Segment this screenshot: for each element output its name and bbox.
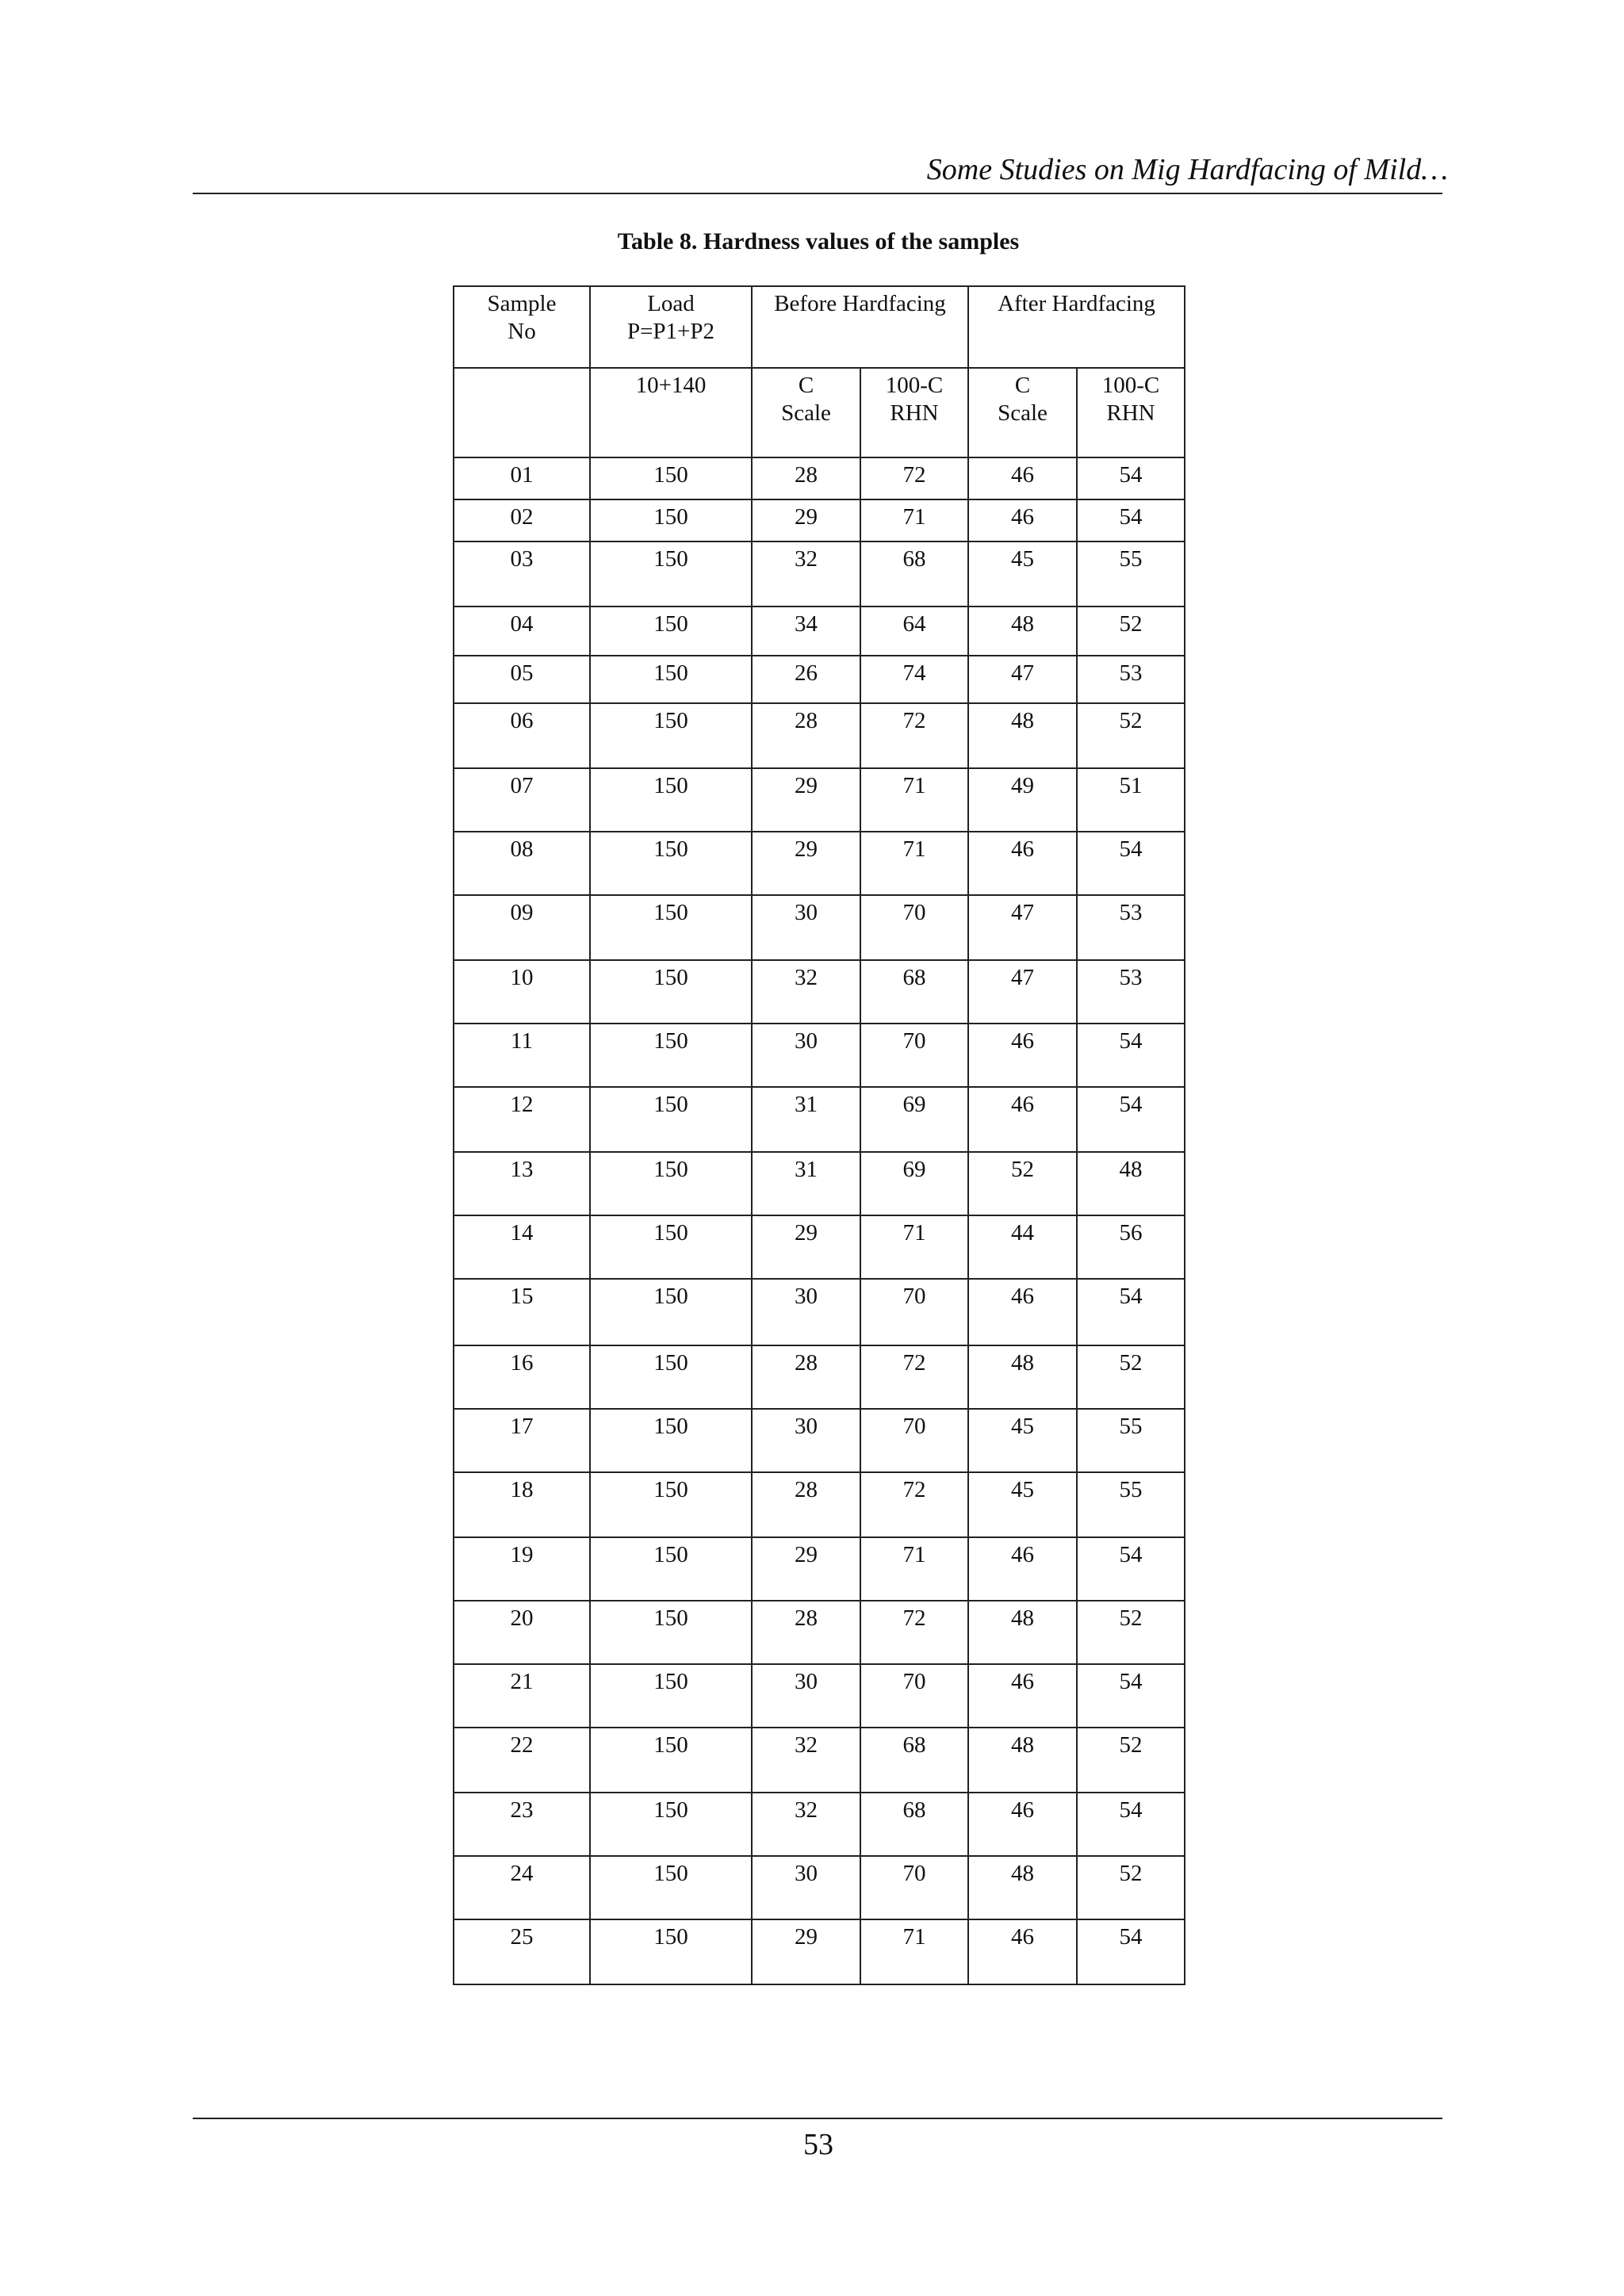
cell-after-c-scale: 48 xyxy=(968,703,1077,768)
cell-before-c-scale: 28 xyxy=(752,1472,860,1537)
cell-before-c-scale: 30 xyxy=(752,895,860,960)
cell-before-c-scale: 32 xyxy=(752,1793,860,1856)
cell-load: 150 xyxy=(590,832,752,895)
cell-before-c-scale: 31 xyxy=(752,1152,860,1215)
cell-load: 150 xyxy=(590,895,752,960)
cell-after-rhn: 53 xyxy=(1077,960,1185,1024)
cell-after-c-scale: 45 xyxy=(968,1472,1077,1537)
cell-before-c-scale: 29 xyxy=(752,1537,860,1601)
cell-sample-no: 12 xyxy=(454,1087,590,1152)
cell-after-rhn: 54 xyxy=(1077,1279,1185,1345)
cell-after-rhn: 53 xyxy=(1077,656,1185,703)
cell-load: 150 xyxy=(590,1152,752,1215)
subheader-before-c-scale: C Scale xyxy=(752,368,860,457)
cell-load: 150 xyxy=(590,1087,752,1152)
cell-load: 150 xyxy=(590,1601,752,1664)
cell-before-c-scale: 29 xyxy=(752,499,860,541)
subheader-before-rhn: 100-C RHN xyxy=(860,368,968,457)
cell-before-rhn: 71 xyxy=(860,499,968,541)
table-row xyxy=(454,607,1185,656)
header-after-hardfacing: After Hardfacing xyxy=(968,286,1185,368)
cell-before-rhn: 70 xyxy=(860,1409,968,1472)
cell-sample-no: 06 xyxy=(454,703,590,768)
cell-sample-no: 13 xyxy=(454,1152,590,1215)
cell-before-c-scale: 30 xyxy=(752,1024,860,1087)
cell-after-rhn: 52 xyxy=(1077,703,1185,768)
cell-before-c-scale: 31 xyxy=(752,1087,860,1152)
cell-sample-no: 16 xyxy=(454,1345,590,1409)
cell-load: 150 xyxy=(590,1472,752,1537)
cell-before-c-scale: 32 xyxy=(752,541,860,607)
cell-sample-no: 09 xyxy=(454,895,590,960)
cell-after-rhn: 52 xyxy=(1077,1728,1185,1793)
cell-load: 150 xyxy=(590,960,752,1024)
table-row xyxy=(454,960,1185,1024)
cell-after-c-scale: 45 xyxy=(968,541,1077,607)
cell-before-rhn: 69 xyxy=(860,1087,968,1152)
cell-before-c-scale: 30 xyxy=(752,1856,860,1919)
cell-load: 150 xyxy=(590,541,752,607)
cell-before-c-scale: 28 xyxy=(752,1601,860,1664)
cell-after-rhn: 55 xyxy=(1077,1472,1185,1537)
subheader-sample-no xyxy=(454,368,590,457)
cell-before-rhn: 70 xyxy=(860,1856,968,1919)
cell-load: 150 xyxy=(590,607,752,656)
cell-after-rhn: 53 xyxy=(1077,895,1185,960)
cell-after-c-scale: 48 xyxy=(968,1856,1077,1919)
cell-after-rhn: 55 xyxy=(1077,1409,1185,1472)
table-caption: Table 8. Hardness values of the samples xyxy=(617,228,1020,254)
cell-after-c-scale: 48 xyxy=(968,1601,1077,1664)
cell-after-rhn: 56 xyxy=(1077,1215,1185,1279)
cell-after-rhn: 52 xyxy=(1077,1601,1185,1664)
cell-after-rhn: 54 xyxy=(1077,1024,1185,1087)
cell-sample-no: 01 xyxy=(454,457,590,499)
cell-after-rhn: 52 xyxy=(1077,607,1185,656)
cell-after-rhn: 51 xyxy=(1077,768,1185,832)
cell-load: 150 xyxy=(590,499,752,541)
cell-before-rhn: 69 xyxy=(860,1152,968,1215)
cell-after-rhn: 54 xyxy=(1077,1087,1185,1152)
header-rule xyxy=(193,193,1442,194)
cell-before-rhn: 68 xyxy=(860,1793,968,1856)
cell-load: 150 xyxy=(590,457,752,499)
cell-before-c-scale: 29 xyxy=(752,1919,860,1984)
cell-after-rhn: 54 xyxy=(1077,832,1185,895)
cell-sample-no: 24 xyxy=(454,1856,590,1919)
cell-load: 150 xyxy=(590,703,752,768)
cell-after-c-scale: 52 xyxy=(968,1152,1077,1215)
cell-after-c-scale: 46 xyxy=(968,1793,1077,1856)
table-row xyxy=(454,541,1185,607)
cell-after-rhn: 55 xyxy=(1077,541,1185,607)
cell-before-c-scale: 30 xyxy=(752,1279,860,1345)
cell-after-c-scale: 45 xyxy=(968,1409,1077,1472)
cell-after-rhn: 54 xyxy=(1077,1793,1185,1856)
cell-after-c-scale: 46 xyxy=(968,1919,1077,1984)
cell-before-rhn: 72 xyxy=(860,457,968,499)
cell-before-rhn: 72 xyxy=(860,1472,968,1537)
cell-before-c-scale: 30 xyxy=(752,1664,860,1728)
subheader-after-rhn: 100-C RHN xyxy=(1077,368,1185,457)
header-load: Load P=P1+P2 xyxy=(590,286,752,368)
footer-rule xyxy=(193,2118,1442,2119)
table-row xyxy=(454,1279,1185,1345)
cell-sample-no: 20 xyxy=(454,1601,590,1664)
table-row xyxy=(454,656,1185,703)
cell-sample-no: 11 xyxy=(454,1024,590,1087)
table-row xyxy=(454,895,1185,960)
cell-after-c-scale: 46 xyxy=(968,1024,1077,1087)
cell-before-c-scale: 28 xyxy=(752,457,860,499)
cell-before-rhn: 64 xyxy=(860,607,968,656)
cell-load: 150 xyxy=(590,1024,752,1087)
table-row xyxy=(454,1024,1185,1087)
cell-before-rhn: 70 xyxy=(860,1664,968,1728)
running-head: Some Studies on Mig Hardfacing of Mild… xyxy=(926,153,1448,186)
header-before-hardfacing: Before Hardfacing xyxy=(752,286,968,368)
cell-after-c-scale: 46 xyxy=(968,1279,1077,1345)
cell-before-rhn: 68 xyxy=(860,960,968,1024)
cell-sample-no: 03 xyxy=(454,541,590,607)
hardness-table xyxy=(453,285,1185,1985)
cell-before-rhn: 70 xyxy=(860,895,968,960)
cell-sample-no: 23 xyxy=(454,1793,590,1856)
cell-before-rhn: 72 xyxy=(860,1345,968,1409)
cell-load: 150 xyxy=(590,1793,752,1856)
cell-after-c-scale: 46 xyxy=(968,1537,1077,1601)
cell-before-c-scale: 34 xyxy=(752,607,860,656)
cell-sample-no: 18 xyxy=(454,1472,590,1537)
cell-after-c-scale: 48 xyxy=(968,607,1077,656)
cell-after-c-scale: 46 xyxy=(968,832,1077,895)
cell-sample-no: 14 xyxy=(454,1215,590,1279)
table-row xyxy=(454,1664,1185,1728)
cell-after-rhn: 54 xyxy=(1077,499,1185,541)
table-row xyxy=(454,1409,1185,1472)
cell-after-c-scale: 48 xyxy=(968,1345,1077,1409)
cell-sample-no: 07 xyxy=(454,768,590,832)
cell-after-c-scale: 47 xyxy=(968,895,1077,960)
cell-before-rhn: 68 xyxy=(860,541,968,607)
cell-after-c-scale: 46 xyxy=(968,1087,1077,1152)
cell-before-rhn: 74 xyxy=(860,656,968,703)
cell-load: 150 xyxy=(590,768,752,832)
cell-after-rhn: 54 xyxy=(1077,1919,1185,1984)
cell-before-rhn: 71 xyxy=(860,768,968,832)
table-row xyxy=(454,1919,1185,1984)
cell-before-rhn: 72 xyxy=(860,1601,968,1664)
table-row xyxy=(454,1793,1185,1856)
table-row xyxy=(454,768,1185,832)
table-row xyxy=(454,1728,1185,1793)
cell-load: 150 xyxy=(590,1537,752,1601)
cell-after-rhn: 54 xyxy=(1077,457,1185,499)
cell-before-rhn: 71 xyxy=(860,832,968,895)
table-row xyxy=(454,703,1185,768)
table-row xyxy=(454,1472,1185,1537)
cell-sample-no: 10 xyxy=(454,960,590,1024)
cell-before-c-scale: 32 xyxy=(752,1728,860,1793)
header-sample-no: Sample No xyxy=(454,286,590,368)
header-row xyxy=(454,286,1185,368)
cell-before-rhn: 68 xyxy=(860,1728,968,1793)
cell-before-rhn: 71 xyxy=(860,1215,968,1279)
cell-after-c-scale: 46 xyxy=(968,1664,1077,1728)
cell-after-c-scale: 49 xyxy=(968,768,1077,832)
cell-before-rhn: 70 xyxy=(860,1279,968,1345)
cell-sample-no: 22 xyxy=(454,1728,590,1793)
table-row xyxy=(454,1345,1185,1409)
table-row xyxy=(454,1601,1185,1664)
cell-load: 150 xyxy=(590,1409,752,1472)
cell-before-c-scale: 29 xyxy=(752,832,860,895)
cell-after-c-scale: 44 xyxy=(968,1215,1077,1279)
cell-load: 150 xyxy=(590,656,752,703)
cell-before-c-scale: 30 xyxy=(752,1409,860,1472)
cell-before-c-scale: 28 xyxy=(752,1345,860,1409)
cell-after-c-scale: 47 xyxy=(968,656,1077,703)
table-row xyxy=(454,499,1185,541)
cell-before-rhn: 72 xyxy=(860,703,968,768)
cell-load: 150 xyxy=(590,1728,752,1793)
cell-sample-no: 15 xyxy=(454,1279,590,1345)
cell-before-c-scale: 29 xyxy=(752,768,860,832)
cell-sample-no: 17 xyxy=(454,1409,590,1472)
cell-sample-no: 05 xyxy=(454,656,590,703)
cell-sample-no: 25 xyxy=(454,1919,590,1984)
cell-after-rhn: 48 xyxy=(1077,1152,1185,1215)
cell-load: 150 xyxy=(590,1856,752,1919)
cell-before-c-scale: 26 xyxy=(752,656,860,703)
subheader-load: 10+140 xyxy=(590,368,752,457)
subheader-after-c-scale: C Scale xyxy=(968,368,1077,457)
cell-after-c-scale: 48 xyxy=(968,1728,1077,1793)
cell-sample-no: 21 xyxy=(454,1664,590,1728)
cell-after-rhn: 52 xyxy=(1077,1856,1185,1919)
cell-before-c-scale: 28 xyxy=(752,703,860,768)
table-row xyxy=(454,1537,1185,1601)
subheader-row xyxy=(454,368,1185,457)
cell-load: 150 xyxy=(590,1664,752,1728)
cell-before-rhn: 70 xyxy=(860,1024,968,1087)
cell-sample-no: 04 xyxy=(454,607,590,656)
table-row xyxy=(454,832,1185,895)
cell-after-c-scale: 47 xyxy=(968,960,1077,1024)
cell-after-rhn: 52 xyxy=(1077,1345,1185,1409)
table-row xyxy=(454,1087,1185,1152)
cell-before-rhn: 71 xyxy=(860,1919,968,1984)
table-row xyxy=(454,1152,1185,1215)
cell-sample-no: 08 xyxy=(454,832,590,895)
cell-before-c-scale: 32 xyxy=(752,960,860,1024)
page-number: 53 xyxy=(803,2128,833,2161)
cell-load: 150 xyxy=(590,1279,752,1345)
cell-load: 150 xyxy=(590,1345,752,1409)
cell-before-c-scale: 29 xyxy=(752,1215,860,1279)
table-row xyxy=(454,1215,1185,1279)
table-row xyxy=(454,1856,1185,1919)
cell-sample-no: 19 xyxy=(454,1537,590,1601)
cell-sample-no: 02 xyxy=(454,499,590,541)
cell-after-c-scale: 46 xyxy=(968,499,1077,541)
cell-before-rhn: 71 xyxy=(860,1537,968,1601)
cell-after-rhn: 54 xyxy=(1077,1664,1185,1728)
cell-load: 150 xyxy=(590,1215,752,1279)
cell-load: 150 xyxy=(590,1919,752,1984)
cell-after-rhn: 54 xyxy=(1077,1537,1185,1601)
table-row xyxy=(454,457,1185,499)
cell-after-c-scale: 46 xyxy=(968,457,1077,499)
